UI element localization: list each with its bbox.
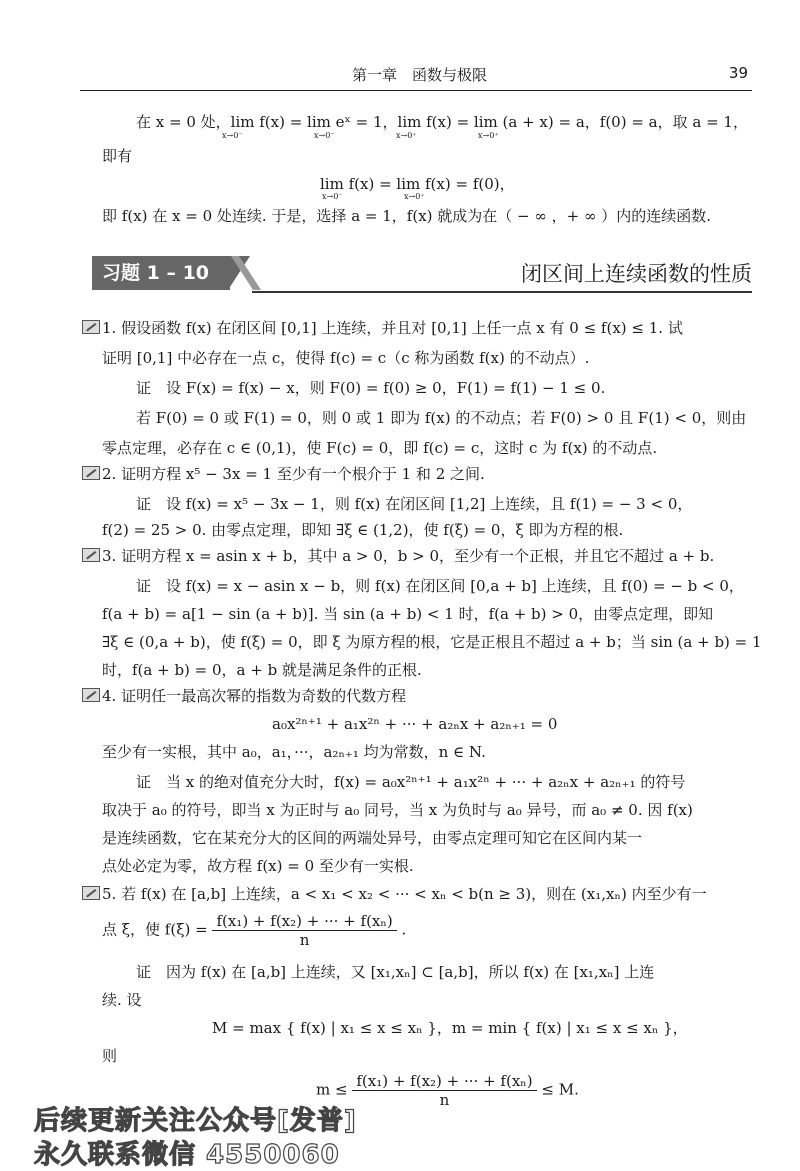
- problem-1-question-line-1: 1. 假设函数 f(x) 在闭区间 [0,1] 上连续，并且对 [0,1] 上任一点 x 有 0 ≤ f(x) ≤ 1. 试: [102, 319, 683, 337]
- limit-subscript: x→0⁻: [322, 192, 343, 201]
- problem-1-question-line-2: 证明 [0,1] 中必存在一点 c，使得 f(c) = c（c 称为函数 f(x) 的不动点）.: [102, 349, 590, 367]
- problem-4-answer-line-1: 证 当 x 的绝对值充分大时，f(x) = a₀x²ⁿ⁺¹ + a₁x²ⁿ + ··· + a₂ₙx + a₂ₙ₊₁ 的符号: [136, 773, 686, 791]
- problem-1-answer-line-1: 证 设 F(x) = f(x) − x，则 F(0) = f(0) ≥ 0，F(1) = f(1) − 1 ≤ 0.: [136, 379, 606, 397]
- problem-2-answer-line-1: 证 设 f(x) = x⁵ − 3x − 1，则 f(x) 在闭区间 [1,2] 上连续，且 f(1) = − 3 < 0，: [136, 495, 693, 513]
- problem-5-answer-line-2: 续. 设: [102, 991, 142, 1009]
- problem-4-question-line-1: 4. 证明任一最高次幂的指数为奇数的代数方程: [102, 687, 407, 705]
- section-rule: [252, 291, 752, 293]
- section-title: 闭区间上连续函数的性质: [521, 262, 752, 286]
- fraction-numerator: f(x₁) + f(x₂) + ··· + f(xₙ): [212, 912, 396, 931]
- fraction-numerator: f(x₁) + f(x₂) + ··· + f(xₙ): [352, 1072, 536, 1091]
- problem-1-answer-line-2: 若 F(0) = 0 或 F(1) = 0，则 0 或 1 即为 f(x) 的不动点；若 F(0) > 0 且 F(1) < 0，则由: [136, 409, 747, 427]
- problem-4-answer-line-2: 取决于 a₀ 的符号，即当 x 为正时与 a₀ 同号，当 x 为负时与 a₀ 异号，而 a₀ ≠ 0. 因 f(x): [102, 801, 693, 819]
- inequality-fraction: [352, 1072, 536, 1109]
- exercise-icon: [82, 320, 100, 334]
- intro-limit-subscripts: [222, 131, 642, 141]
- problem-4-question-line-2: 至少有一实根，其中 a₀，a₁，···，a₂ₙ₊₁ 均为常数，n ∈ N.: [102, 743, 486, 761]
- intro-formula: lim f(x) = lim f(x) = f(0)，: [320, 175, 515, 193]
- section-heading: [92, 256, 752, 294]
- problem-3-answer-line-2: f(a + b) = a[1 − sin (a + b)]. 当 sin (a + b) < 1 时，f(a + b) > 0，由零点定理，即知: [102, 605, 714, 623]
- exercise-icon: [82, 688, 100, 702]
- header-divider: [80, 90, 752, 91]
- intro-formula-subscripts: [322, 192, 522, 202]
- inequality-right: ≤ M.: [541, 1080, 579, 1099]
- intro-line-2: 即有: [102, 147, 133, 165]
- watermark-line-2: 永久联系微信 4550060: [34, 1140, 340, 1170]
- limit-subscript: x→0⁻: [222, 131, 243, 140]
- problem-4-answer-line-3: 是连续函数，它在某充分大的区间的两端处异号，由零点定理可知它在区间内某一: [102, 829, 643, 847]
- exercise-icon: [82, 886, 100, 900]
- problem-5-period: .: [401, 920, 407, 939]
- problem-2-answer-line-2: f(2) = 25 > 0. 由零点定理，即知 ∃ξ ∈ (1,2)，使 f(ξ) = 0，ξ 即为方程的根.: [102, 521, 624, 539]
- watermark-line-1: 后续更新关注公众号[发普]: [34, 1106, 357, 1136]
- problem-2-question: 2. 证明方程 x⁵ − 3x = 1 至少有一个根介于 1 和 2 之间.: [102, 465, 485, 483]
- intro-line-3: 即 f(x) 在 x = 0 处连续. 于是，选择 a = 1，f(x) 就成为在（ − ∞ ，+ ∞ ）内的连续函数.: [102, 207, 712, 225]
- intro-line-1: 在 x = 0 处，lim f(x) = lim eˣ = 1，lim f(x) = lim (a + x) = a，f(0) = a，取 a = 1，: [136, 113, 748, 131]
- page-header: [80, 62, 752, 90]
- problem-5-answer-line-1: 证 因为 f(x) 在 [a,b] 上连续，又 [x₁,xₙ] ⊂ [a,b]，所以 f(x) 在 [x₁,xₙ] 上连: [136, 963, 655, 981]
- limit-subscript: x→0⁻: [314, 131, 335, 140]
- exercise-icon: [82, 466, 100, 480]
- limit-subscript: x→0⁺: [396, 131, 417, 140]
- problem-4-answer-line-4: 点处必定为零，故方程 f(x) = 0 至少有一实根.: [102, 857, 414, 875]
- inequality-left: m ≤: [316, 1080, 348, 1099]
- problem-3-answer-line-3: ∃ξ ∈ (0,a + b)，使 f(ξ) = 0，即 ξ 为原方程的根，它是正根且不超过 a + b；当 sin (a + b) = 1: [102, 633, 762, 651]
- problem-1-answer-line-3: 零点定理，必存在 c ∈ (0,1)，使 F(c) = 0，即 f(c) = c，这时 c 为 f(x) 的不动点.: [102, 439, 658, 457]
- problem-4-formula: a₀x²ⁿ⁺¹ + a₁x²ⁿ + ··· + a₂ₙx + a₂ₙ₊₁ = 0: [272, 715, 558, 733]
- fraction-denominator: n: [439, 1091, 450, 1109]
- problem-5-lead: 点 ξ，使 f(ξ) =: [102, 920, 208, 939]
- mean-fraction: [212, 912, 396, 949]
- problem-3-answer-line-4: 时，f(a + b) = 0，a + b 就是满足条件的正根.: [102, 661, 422, 679]
- limit-subscript: x→0⁺: [478, 131, 499, 140]
- exercise-icon: [82, 548, 100, 562]
- problem-3-question: 3. 证明方程 x = asin x + b，其中 a > 0，b > 0，至少有一个正根，并且它不超过 a + b.: [102, 547, 715, 565]
- page-number: 39: [728, 64, 748, 82]
- problem-5-answer-line-3: 则: [102, 1047, 118, 1065]
- problem-3-answer-line-1: 证 设 f(x) = x − asin x − b，则 f(x) 在闭区间 [0,a + b] 上连续，且 f(0) = − b < 0，: [136, 577, 744, 595]
- chapter-title: 第一章 函数与极限: [352, 66, 488, 84]
- problem-5-formula-1: M = max { f(x) | x₁ ≤ x ≤ xₙ }，m = min { f(x) | x₁ ≤ x ≤ xₙ }，: [212, 1019, 688, 1037]
- problem-5-question-line-2: [102, 912, 406, 949]
- limit-subscript: x→0⁺: [404, 192, 425, 201]
- problem-5-question-line-1: 5. 若 f(x) 在 [a,b] 上连续，a < x₁ < x₂ < ··· < xₙ < b(n ≥ 3)，则在 (x₁,xₙ) 内至少有一: [102, 885, 707, 903]
- section-tag: 习题 1 – 10: [92, 256, 230, 290]
- fraction-denominator: n: [299, 931, 310, 949]
